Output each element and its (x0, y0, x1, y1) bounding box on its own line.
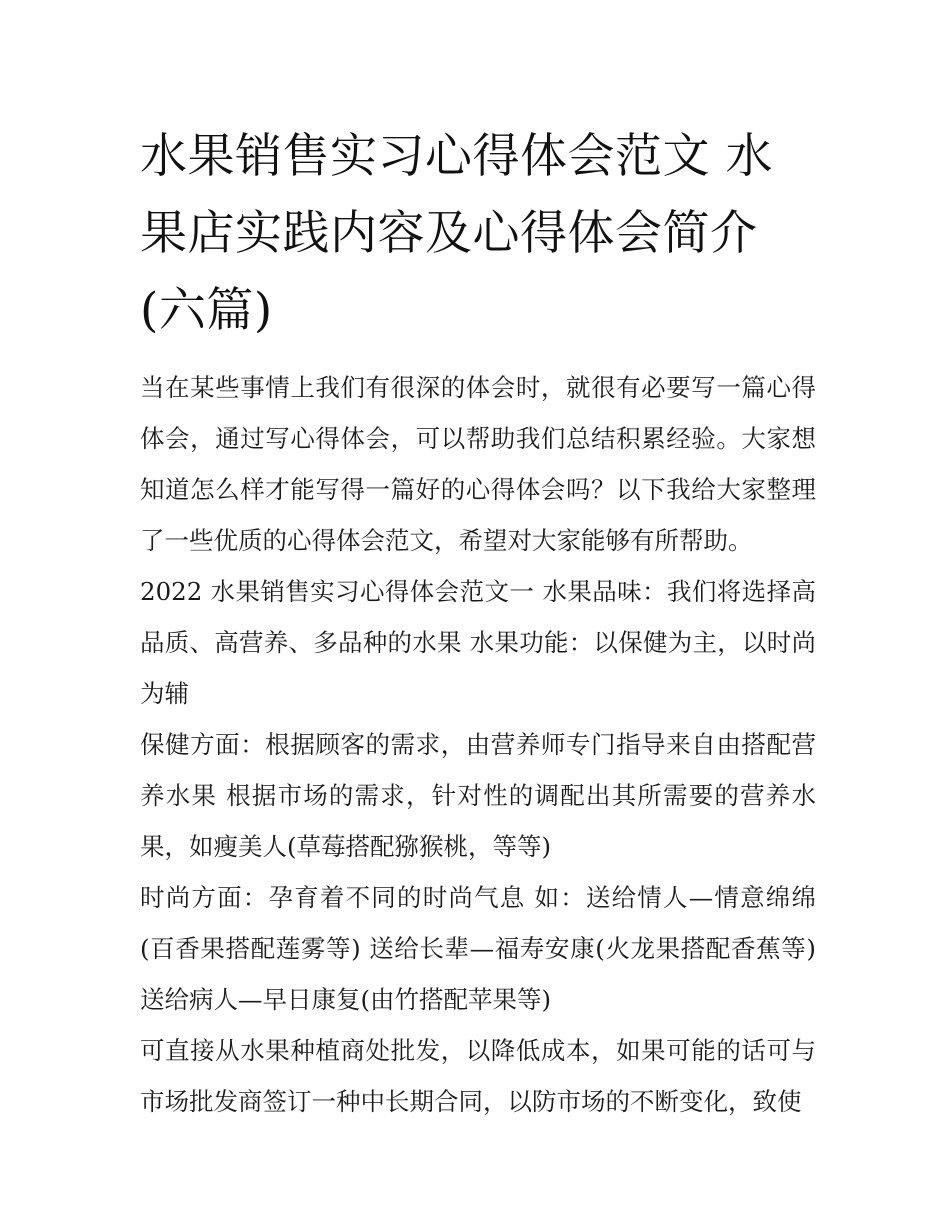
document-title: 水果销售实习心得体会范文 水果店实践内容及心得体会简介(六篇) (140, 129, 773, 338)
fashion-paragraph: 时尚方面：孕育着不同的时尚气息 如：送给情人—情意绵绵(百香果搭配莲雾等) 送给长辈—福寿安康(火龙果搭配香蕉等) 送给病人—早日康复(由竹搭配苹果等) (140, 883, 816, 1014)
health-care-paragraph: 保健方面：根据顾客的需求，由营养师专门指导来自由搭配营养水果 根据市场的需求，针对性的调配出其所需要的营养水果，如瘦美人(草莓搭配猕猴桃，等等) (140, 730, 816, 861)
document-body (140, 362, 816, 1127)
fruit-taste-paragraph: 2022 水果销售实习心得体会范文一 水果品味：我们将选择高品质、高营养、多品种的水果 水果功能：以保健为主，以时尚为辅 (140, 577, 816, 708)
intro-paragraph: 当在某些事情上我们有很深的体会时，就很有必要写一篇心得体会，通过写心得体会，可以帮助我们总结积累经验。大家想知道怎么样才能写得一篇好的心得体会吗？以下我给大家整理了一些优质的心得体会范文，希望对大家能够有所帮助。 (140, 373, 816, 555)
wholesale-paragraph: 可直接从水果种植商处批发，以降低成本，如果可能的话可与市场批发商签订一种中长期合同，以防市场的不断变化，致使 (140, 1036, 816, 1116)
